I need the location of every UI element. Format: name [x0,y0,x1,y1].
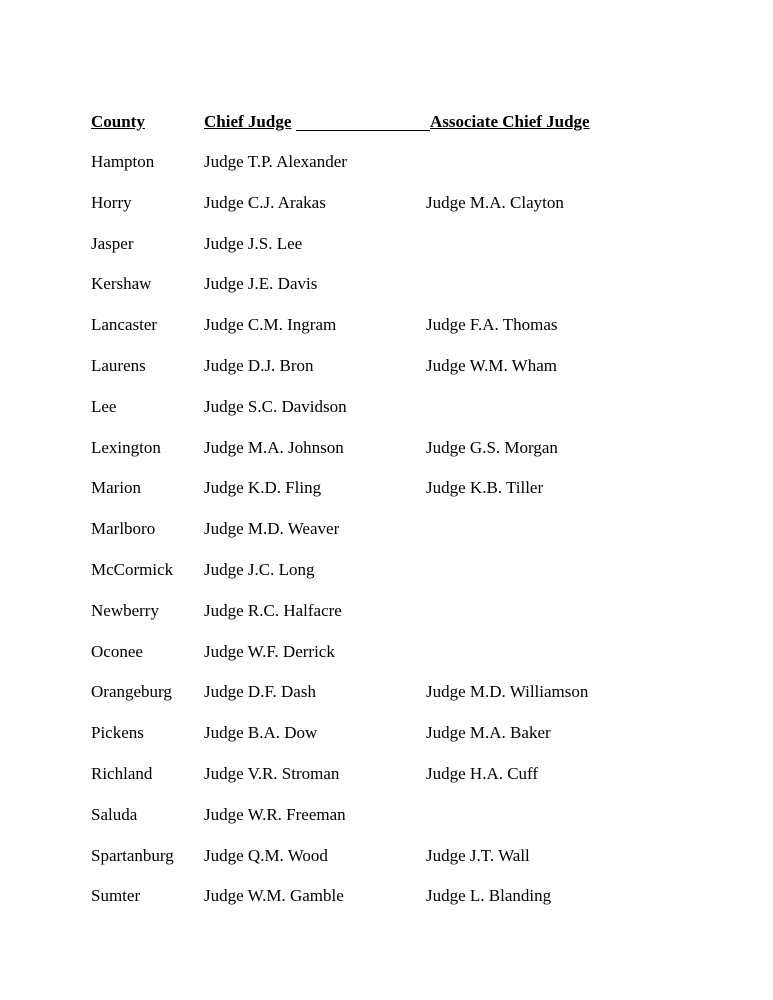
county-cell: Newberry [91,600,159,620]
chief-judge-cell: Judge C.M. Ingram [204,315,337,335]
county-cell: Laurens [91,355,146,375]
county-cell: Orangeburg [91,682,172,702]
county-cell: Marlboro [91,519,156,539]
table-row [91,233,651,274]
table-row [91,518,651,559]
table-row [91,559,651,600]
county-cell: Pickens [91,723,144,743]
chief-judge-cell: Judge B.A. Dow [204,723,318,743]
table-row [91,437,651,478]
chief-judge-cell: Judge J.E. Davis [204,274,318,294]
county-cell: Lexington [91,437,161,457]
header-chief-judge: Chief Judge [204,112,292,131]
chief-judge-cell: Judge T.P. Alexander [204,152,347,171]
chief-judge-cell: Judge R.C. Halfacre [204,600,342,620]
header-underline-gap [296,130,430,131]
table-row [91,845,651,886]
table-row [91,804,651,845]
chief-judge-cell: Judge D.J. Bron [204,355,314,375]
chief-judge-cell: Judge D.F. Dash [204,682,316,702]
chief-judge-cell: Judge C.J. Arakas [204,192,326,212]
chief-judge-cell: Judge W.R. Freeman [204,804,346,824]
table-row [91,600,651,641]
table-header [91,111,601,133]
associate-chief-judge-cell: Judge L. Blanding [426,886,552,906]
table-row [91,681,651,722]
table-row [91,722,651,763]
table-row [91,396,651,437]
county-cell: Marion [91,478,142,498]
table-row [91,151,651,192]
associate-chief-judge-cell: Judge M.A. Clayton [426,192,564,212]
associate-chief-judge-cell: Judge H.A. Cuff [426,763,539,783]
associate-chief-judge-cell: Judge F.A. Thomas [426,315,558,335]
table-row [91,763,651,804]
associate-chief-judge-cell: Judge K.B. Tiller [426,478,544,498]
chief-judge-cell: Judge M.D. Weaver [204,519,340,539]
county-cell: Lee [91,396,117,416]
chief-judge-cell: Judge M.A. Johnson [204,437,344,457]
county-cell: McCormick [91,559,174,579]
chief-judge-cell: Judge J.S. Lee [204,233,303,253]
county-cell: Saluda [91,804,138,824]
judges-table [91,151,651,926]
chief-judge-cell: Judge W.F. Derrick [204,641,335,661]
associate-chief-judge-cell: Judge G.S. Morgan [426,437,558,457]
chief-judge-cell: Judge V.R. Stroman [204,763,340,783]
associate-chief-judge-cell: Judge W.M. Wham [426,355,557,375]
associate-chief-judge-cell: Judge J.T. Wall [426,845,530,865]
county-cell: Kershaw [91,274,152,294]
table-row [91,885,651,926]
chief-judge-cell: Judge W.M. Gamble [204,886,344,906]
county-cell: Jasper [91,233,134,253]
county-cell: Richland [91,763,153,783]
table-row [91,273,651,314]
associate-chief-judge-cell: Judge M.A. Baker [426,723,551,743]
chief-judge-cell: Judge Q.M. Wood [204,845,328,865]
table-row [91,641,651,682]
header-county: County [91,112,145,131]
county-cell: Oconee [91,641,143,661]
table-row [91,355,651,396]
chief-judge-cell: Judge K.D. Fling [204,478,322,498]
chief-judge-cell: Judge S.C. Davidson [204,396,347,416]
chief-judge-cell: Judge J.C. Long [204,559,315,579]
table-row [91,314,651,355]
table-row [91,192,651,233]
associate-chief-judge-cell: Judge M.D. Williamson [426,682,589,702]
county-cell: Horry [91,192,132,212]
county-cell: Spartanburg [91,845,174,865]
county-cell: Hampton [91,152,155,171]
county-cell: Sumter [91,886,141,906]
table-row [91,477,651,518]
header-associate-chief-judge: Associate Chief Judge [430,112,590,131]
county-cell: Lancaster [91,315,158,335]
